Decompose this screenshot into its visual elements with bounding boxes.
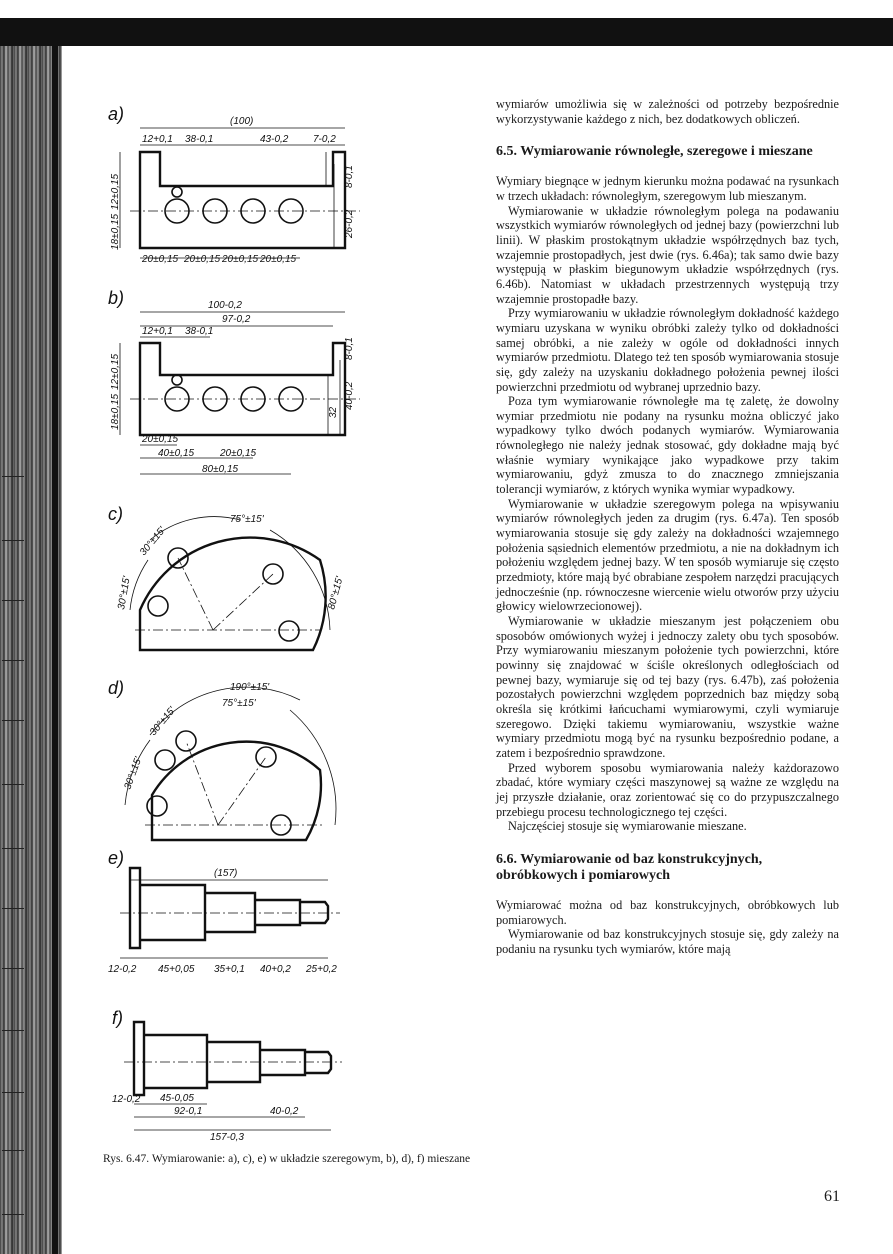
margin-mark [2, 720, 24, 721]
paragraph: Przy wymiarowaniu w układzie równoległym dokładność każdego wymiaru uzyskana w wyniku obróbki zależy tylko od dokładności samej obróbki, a nie zależy w ogóle od dokładności innych wymiarów przedmiotu. Dlatego też ten sposób wymiarowania stosuje się, gdy zależy na uzyskaniu dokładnego położenia pewnej ilości powierzchni przedmiotu od wybranej uprzednio bazy. [496, 306, 839, 394]
dim-f-d4: 40-0,2 [270, 1106, 299, 1117]
dim-d-a2: 75°±15' [222, 698, 256, 709]
paragraph: Przed wyborem sposobu wymiarowania należy każdorazowo zbadać, które wymiary części maszynowej są ważne ze względu na jej przyszłe działanie, oraz zorientować się co do przypuszczalnego przebiegu procesu technologicznego tej części. [496, 760, 839, 819]
dim-b-total: 100-0,2 [208, 300, 242, 311]
margin-mark [2, 1092, 24, 1093]
dim-a-total: (100) [230, 116, 254, 127]
dim-a-h3: 20±0,15 [222, 254, 259, 265]
paragraph: Wymiarowanie w układzie szeregowym polega na wpisywaniu wymiarów równoległych jeden za drugim (rys. 6.47a). Ten sposób wymiarowania stosuje się gdy zależy na dokładności wzajemnego położenia sąsiednich elementów przedmiotu, a nie na dokładnym ich położeniu względem jednej bazy. W ten sposób wymiaruje się często przedmioty, które mają być obrabiane zespołem narzędzi pracujących jednocześnie (np. równoczesne wiercenie wielu otworów przy użyciu głowicy wielowrzecionowej). [496, 496, 839, 614]
dim-a-v1: 18±0,15 [110, 213, 121, 250]
section-heading-6-6: 6.6. Wymiarowanie od baz konstrukcyjnych, obróbkowych i pomiarowych [496, 851, 763, 883]
dim-a-h4: 20±0,15 [260, 254, 297, 265]
label-f: f) [112, 1008, 123, 1028]
dim-a-v4: 8-0,1 [344, 165, 355, 188]
dim-a-h1: 20±0,15 [142, 254, 179, 265]
dim-c-a4: 80°±15' [326, 575, 346, 611]
dim-f-d3: 92-0,1 [174, 1106, 203, 1117]
figure-caption: Rys. 6.47. Wymiarowanie: a), c), e) w układzie szeregowym, b), d), f) mieszane [103, 1153, 471, 1165]
dim-c-a3: 30°±15' [116, 575, 133, 611]
label-a: a) [108, 104, 125, 124]
paragraph: Wymiarowanie od baz konstrukcyjnych stosuje się, gdy zależy na podaniu na rysunku tych wymiarów, które mają [496, 927, 839, 956]
intro-paragraph: wymiarów umożliwia się w zależności od potrzeby bezpośrednie wykorzystywanie każdego z nich, bez dodatkowych obliczeń. [496, 97, 839, 126]
dim-d-a3: 30°±15' [147, 705, 178, 738]
dim-b-d1: 97-0,2 [222, 314, 251, 325]
dim-f-total: 157-0,3 [210, 1132, 244, 1143]
dim-f-d1: 12-0,2 [112, 1094, 141, 1105]
dim-b-d2: 12+0,1 [142, 326, 173, 337]
label-d: d) [108, 678, 125, 698]
dim-a-d1: 12+0,1 [142, 134, 173, 145]
dim-d-a4: 30°±15' [122, 755, 145, 792]
margin-mark [2, 660, 24, 661]
drawing-a [120, 128, 360, 258]
dim-b-l1: 12±0,15 [110, 353, 121, 390]
margin-mark [2, 600, 24, 601]
dim-e-d3: 35+0,1 [214, 964, 245, 975]
dim-a-h2: 20±0,15 [184, 254, 221, 265]
dim-b-v2: 40-0,2 [344, 381, 355, 410]
drawing-e [120, 868, 340, 958]
label-c: c) [108, 504, 123, 524]
margin-mark [2, 1030, 24, 1031]
label-b: b) [108, 288, 125, 308]
paragraph: Najczęściej stosuje się wymiarowanie mieszane. [508, 819, 747, 834]
margin-mark [2, 848, 24, 849]
dim-a-d3: 43-0,2 [260, 134, 289, 145]
dim-e-d1: 12-0,2 [108, 964, 137, 975]
paragraph: Wymiarować można od baz konstrukcyjnych, obróbkowych lub pomiarowych. [496, 897, 839, 927]
margin-mark [2, 1150, 24, 1151]
right-column [496, 97, 839, 956]
dim-a-d4: 7-0,2 [313, 134, 336, 145]
paragraph: Wymiarowanie w układzie mieszanym jest połączeniem obu sposobów omówionych wyżej i jednoczy zalety obu tych sposobów. Przy wymiarowaniu mieszanym położenie tych powierzchni, które powinny się znajdować w ściśle określonych odległościach od pewnej bazy, wymiaruje się od tej bazy (rys. 6.47b), zaś położenia pozostałych powierzchni względem poprzednich baz między sobą określa się krótkimi łańcuchami wymiarowymi, czyli wymiaruje szeregowo. Dzięki takiemu wymiarowaniu, wszystkie ważne wymiary przedmiotu mogą być na rysunku bezpośrednio podane, a zatem i bezpośrednio sprawdzone. [496, 614, 839, 760]
paragraph: Wymiary biegnące w jednym kierunku można podawać na rysunkach w trzech układach: równoległym, szeregowym lub mieszanym. [496, 174, 839, 203]
dim-b-h4: 80±0,15 [202, 464, 239, 475]
figure-6-47 [90, 90, 480, 1160]
margin-mark [2, 1214, 24, 1215]
margin-mark [2, 476, 24, 477]
dim-e-total: (157) [214, 868, 238, 879]
drawing-f [124, 1022, 342, 1130]
top-scan-border [0, 18, 893, 46]
dim-b-h2: 40±0,15 [158, 448, 195, 459]
dim-e-d5: 25+0,2 [306, 964, 337, 975]
dim-b-h3: 20±0,15 [220, 448, 257, 459]
dim-b-v1: 32 [328, 406, 339, 418]
dim-d-a1: 190°±15' [230, 682, 270, 693]
dim-e-d4: 40+0,2 [260, 964, 291, 975]
dim-b-l2: 18±0,15 [110, 393, 121, 430]
dim-f-d2: 45-0,05 [160, 1093, 194, 1104]
dim-b-h1: 20±0,15 [142, 434, 179, 445]
dim-a-v3: 26-0,2 [344, 209, 355, 238]
binding-shadow [52, 46, 58, 1254]
dim-a-v2: 12±0,15 [110, 173, 121, 210]
dim-b-v3: 8-0,1 [344, 337, 355, 360]
drawing-d [125, 687, 336, 840]
paragraph: Wymiarowanie w układzie równoległym polega na podawaniu wszystkich wymiarów równoległych od jednej bazy (powierzchni lub linii). W płaskim prostokątnym układzie współrzędnych baz tych, wzajemnie prostopadłych, jest dwie (rys. 6.46a); tak samo dwie bazy występują w płaskim biegunowym układzie współrzędnych (rys. 6.46b). Natomiast w układach przestrzennych występują trzy wzajemnie prostopadłe bazy. [496, 203, 839, 306]
dim-b-d3: 38-0,1 [185, 326, 214, 337]
dim-c-a1: 75°±15' [230, 514, 264, 525]
label-e: e) [108, 848, 125, 868]
section-heading-6-5: 6.5. Wymiarowanie równoległe, szeregowe i mieszane [496, 144, 813, 160]
margin-mark [2, 540, 24, 541]
margin-mark [2, 908, 24, 909]
page-number: 61 [824, 1188, 840, 1205]
margin-mark [2, 968, 24, 969]
dim-a-d2: 38-0,1 [185, 134, 214, 145]
paragraph: Poza tym wymiarowanie równoległe ma tę zaletę, że dowolny wymiar przedmiotu nie podany na rysunku można obliczyć jako wypadkowy tylko dwóch podanych wymiarów. Wymiarowania równoległego nie należy jednak stosować, gdy dokładne mają być właśnie wymiary wynikające jako wypadkowe przy takim wymiarowaniu, gdyż zmusza to do znacznego zmniejszania tolerancji wymiarów, z których wynika wymiar wypadkowy. [496, 394, 839, 497]
margin-mark [2, 784, 24, 785]
dim-e-d2: 45+0,05 [158, 964, 195, 975]
dim-c-a2: 30°±15' [137, 525, 168, 558]
